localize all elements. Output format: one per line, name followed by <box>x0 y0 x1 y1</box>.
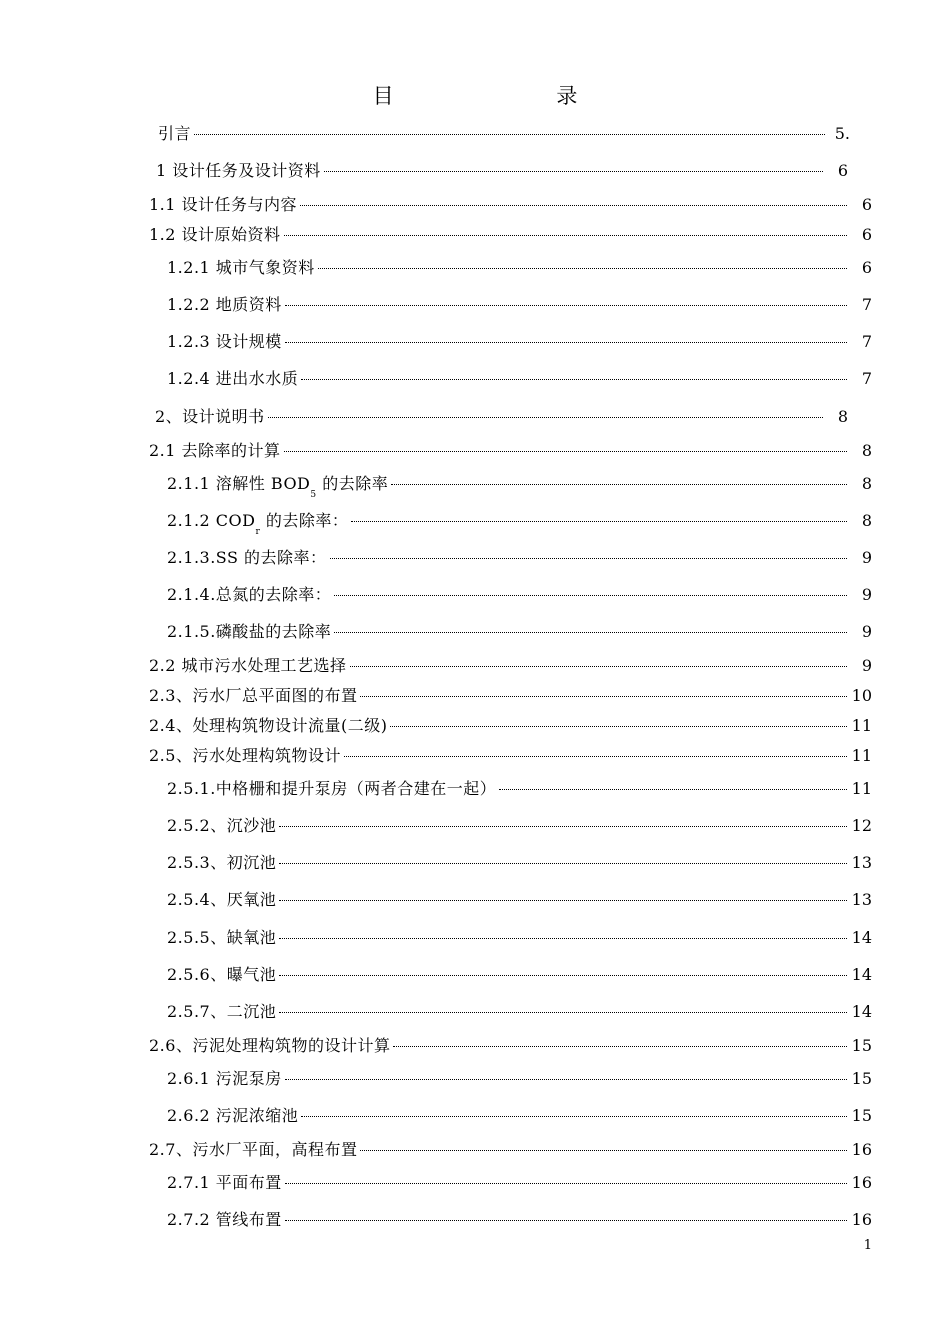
toc-entry-page: 8 <box>837 407 848 426</box>
toc-entry-label: 1 设计任务及设计资料 <box>156 161 321 180</box>
toc-leader-dots <box>279 826 847 827</box>
toc-entry-2-7-2[interactable] <box>167 1208 872 1232</box>
toc-entry-page: 9 <box>861 585 872 604</box>
toc-entry-page: 7 <box>861 369 872 388</box>
toc-entry-page: 16 <box>851 1210 872 1229</box>
toc-entry-2-4[interactable] <box>149 714 872 738</box>
toc-entry-label: 2.5.5、缺氧池 <box>167 928 277 947</box>
toc-entry-2[interactable] <box>155 405 848 429</box>
toc-entry-2-1-1[interactable] <box>167 472 872 500</box>
toc-label-text: 2.1.2 COD <box>167 511 256 530</box>
toc-entry-1-2[interactable] <box>149 223 872 247</box>
toc-entry-2-5-3[interactable] <box>167 851 872 875</box>
toc-entry-page: 8 <box>861 474 872 493</box>
toc-leader-dots <box>279 975 847 976</box>
toc-entry-page: 6 <box>861 258 872 277</box>
toc-entry-1[interactable] <box>156 159 848 183</box>
toc-entry-page: 6 <box>861 225 872 244</box>
toc-entry-2-1-4[interactable] <box>167 583 872 607</box>
toc-entry-label: 1.2.3 设计规模 <box>167 332 282 351</box>
toc-entry-label: 2.5.4、厌氧池 <box>167 890 277 909</box>
toc-entry-page: 9 <box>861 548 872 567</box>
toc-entry-label <box>167 509 348 536</box>
toc-entry-label: 2.7、污水厂平面，高程布置 <box>149 1140 358 1159</box>
toc-entry-page: 15 <box>851 1036 872 1055</box>
toc-entry-intro[interactable] <box>158 122 850 146</box>
toc-entry-label: 引言 <box>158 124 192 143</box>
toc-entry-2-1-3[interactable] <box>167 546 872 570</box>
toc-leader-dots <box>279 938 847 939</box>
toc-label-subscript: 5 <box>310 490 317 500</box>
toc-leader-dots <box>285 305 847 306</box>
toc-entry-2-7-1[interactable] <box>167 1171 872 1195</box>
toc-leader-dots <box>318 268 847 269</box>
toc-entry-2-5-1[interactable] <box>167 777 872 801</box>
toc-entry-label: 2.7.1 平面布置 <box>167 1173 282 1192</box>
toc-entry-2-7[interactable] <box>149 1138 872 1162</box>
toc-leader-dots <box>300 205 847 206</box>
toc-leader-dots <box>334 595 847 596</box>
toc-entry-label: 2.5.3、初沉池 <box>167 853 277 872</box>
toc-leader-dots <box>391 484 847 485</box>
toc-label-text: 的去除率 <box>316 474 389 493</box>
toc-leader-dots <box>324 171 823 172</box>
toc-leader-dots <box>279 863 847 864</box>
toc-entry-page: 14 <box>851 965 872 984</box>
toc-entry-page: 7 <box>861 332 872 351</box>
toc-entry-2-5[interactable] <box>149 744 872 768</box>
toc-entry-label: 1.2.2 地质资料 <box>167 295 282 314</box>
toc-leader-dots <box>279 900 847 901</box>
toc-leader-dots <box>284 235 847 236</box>
toc-leader-dots <box>390 726 847 727</box>
toc-entry-label: 2.1.5.磷酸盐的去除率 <box>167 622 332 641</box>
toc-leader-dots <box>351 521 847 522</box>
toc-entry-2-1-2[interactable] <box>167 509 872 537</box>
toc-entry-label: 2.7.2 管线布置 <box>167 1210 282 1229</box>
toc-entry-2-5-2[interactable] <box>167 814 872 838</box>
toc-entry-label: 1.2.4 进出水水质 <box>167 369 299 388</box>
toc-entry-page: 11 <box>851 779 872 798</box>
toc-entry-1-2-4[interactable] <box>167 367 872 391</box>
toc-label-text: 2.1.1 溶解性 BOD <box>167 474 311 493</box>
toc-leader-dots <box>334 632 847 633</box>
toc-entry-label: 2.3、污水厂总平面图的布置 <box>149 686 358 705</box>
toc-entry-1-2-3[interactable] <box>167 330 872 354</box>
toc-entry-2-5-7[interactable] <box>167 1000 872 1024</box>
toc-entry-page: 16 <box>851 1140 872 1159</box>
toc-entry-label: 2.6.2 污泥浓缩池 <box>167 1106 299 1125</box>
toc-entry-label: 2.5.7、二沉池 <box>167 1002 277 1021</box>
toc-entry-label: 2.6.1 污泥泵房 <box>167 1069 282 1088</box>
toc-leader-dots <box>285 1183 847 1184</box>
toc-entry-page: 10 <box>851 686 872 705</box>
toc-entry-2-6-1[interactable] <box>167 1067 872 1091</box>
toc-entry-label: 2.2 城市污水处理工艺选择 <box>149 656 347 675</box>
toc-entry-label: 2.5.6、曝气池 <box>167 965 277 984</box>
toc-entry-1-1[interactable] <box>149 193 872 217</box>
toc-entry-page: 15 <box>851 1069 872 1088</box>
toc-entry-label: 2.5.2、沉沙池 <box>167 816 277 835</box>
toc-leader-dots <box>301 379 847 380</box>
toc-leader-dots <box>499 789 847 790</box>
toc-entry-label <box>167 472 388 499</box>
toc-entry-label: 2.6、污泥处理构筑物的设计计算 <box>149 1036 391 1055</box>
toc-entry-label: 2、设计说明书 <box>155 407 265 426</box>
toc-entry-page: 6 <box>837 161 848 180</box>
toc-entry-2-2[interactable] <box>149 654 872 678</box>
toc-entry-page: 8 <box>861 441 872 460</box>
toc-leader-dots <box>285 1079 847 1080</box>
toc-entry-label: 1.1 设计任务与内容 <box>149 195 298 214</box>
toc-entry-label: 2.5.1.中格栅和提升泵房（两者合建在一起） <box>167 779 497 798</box>
toc-entry-page: 13 <box>851 890 872 909</box>
toc-leader-dots <box>268 417 823 418</box>
toc-entry-label: 2.4、处理构筑物设计流量(二级) <box>149 716 388 735</box>
toc-entry-page: 15 <box>851 1106 872 1125</box>
toc-entry-2-6-2[interactable] <box>167 1104 872 1128</box>
toc-entry-1-2-1[interactable] <box>167 256 872 280</box>
toc-leader-dots <box>194 134 825 135</box>
toc-entry-page: 12 <box>851 816 872 835</box>
toc-entry-1-2-2[interactable] <box>167 293 872 317</box>
page-number: 1 <box>863 1238 872 1253</box>
toc-entry-label: 2.5、污水处理构筑物设计 <box>149 746 341 765</box>
toc-entry-2-3[interactable] <box>149 684 872 708</box>
toc-entry-page: 16 <box>851 1173 872 1192</box>
page-title: 目 录 <box>372 84 656 108</box>
toc-leader-dots <box>330 558 847 559</box>
toc-entry-page: 13 <box>851 853 872 872</box>
toc-entry-2-5-5[interactable] <box>167 926 872 950</box>
toc-entry-2-6[interactable] <box>149 1034 872 1058</box>
toc-label-text: 的去除率： <box>260 511 349 530</box>
toc-leader-dots <box>360 696 847 697</box>
toc-entry-2-1-5[interactable] <box>167 620 872 644</box>
toc-leader-dots <box>393 1046 847 1047</box>
toc-entry-page: 9 <box>861 622 872 641</box>
toc-entry-label: 2.1 去除率的计算 <box>149 441 281 460</box>
toc-entry-label: 2.1.3.SS 的去除率： <box>167 548 327 567</box>
toc-leader-dots <box>279 1012 847 1013</box>
toc-entry-page: 8 <box>861 511 872 530</box>
toc-entry-2-5-4[interactable] <box>167 888 872 912</box>
toc-leader-dots <box>285 1220 847 1221</box>
toc-entry-page: 9 <box>861 656 872 675</box>
toc-entry-2-1[interactable] <box>149 439 872 463</box>
toc-entry-label: 1.2.1 城市气象资料 <box>167 258 315 277</box>
toc-leader-dots <box>360 1150 847 1151</box>
toc-entry-label: 2.1.4.总氮的去除率： <box>167 585 332 604</box>
toc-leader-dots <box>301 1116 847 1117</box>
toc-leader-dots <box>284 451 847 452</box>
toc-leader-dots <box>350 666 847 667</box>
toc-entry-label: 1.2 设计原始资料 <box>149 225 281 244</box>
toc-entry-page: 14 <box>851 1002 872 1021</box>
toc-entry-2-5-6[interactable] <box>167 963 872 987</box>
toc-entry-page: 6 <box>861 195 872 214</box>
toc-entry-page: 7 <box>861 295 872 314</box>
toc-label-subscript: r <box>255 527 261 537</box>
toc-entry-page: 11 <box>851 746 872 765</box>
toc-leader-dots <box>344 756 847 757</box>
toc-entry-page: 11 <box>851 716 872 735</box>
toc-entry-page: 5. <box>834 124 850 143</box>
toc-entry-page: 14 <box>851 928 872 947</box>
toc-leader-dots <box>285 342 847 343</box>
